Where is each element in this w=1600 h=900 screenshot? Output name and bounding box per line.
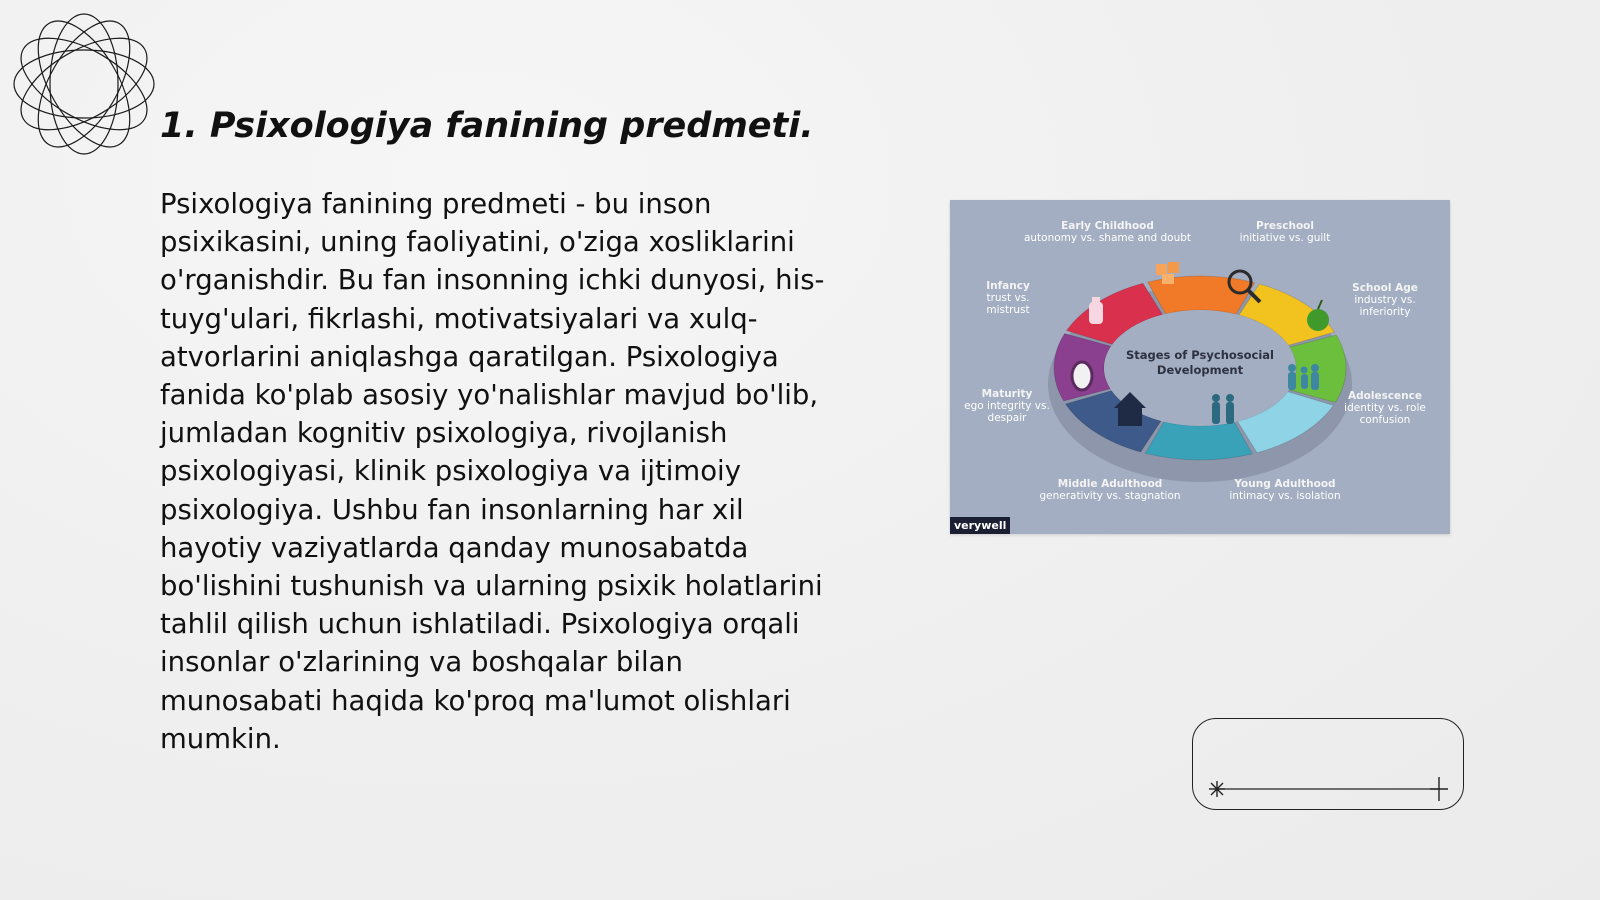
orbit-logo-icon <box>10 10 158 158</box>
stage-label-preschool: Preschool initiative vs. guilt <box>1239 220 1331 244</box>
mirror-icon <box>1072 362 1092 390</box>
stage-label-early-childhood: Early Childhood autonomy vs. shame and doubt <box>1023 220 1192 244</box>
slide-title: 1. Psixologiya fanining predmeti. <box>160 106 814 146</box>
stage-label-maturity: Maturity ego integrity vs. despair <box>964 388 1050 424</box>
stage-label-infancy: Infancy trust vs. mistrust <box>986 280 1030 316</box>
ring-segment-young-adulthood <box>1145 422 1252 460</box>
star-line-icon <box>1193 719 1465 811</box>
stage-label-middle-adulthood: Middle Adulthood generativity vs. stagnation <box>1039 478 1181 502</box>
stage-label-young-adulthood: Young Adulthood intimacy vs. isolation <box>1229 478 1341 502</box>
body-paragraph: Psixologiya fanining predmeti - bu inson psixikasini, uning faoliyatini, o'ziga xosliklarini o'rganishdir. Bu fan insonning ichki dunyosi, his-tuyg'ulari, fikrlashi, motivatsiyalari va xulq-atvorlarini aniqlashga qaratilgan. Psixologiya fanida ko'plab asosiy yo'nalishlar mavjud bo'lib, jumladan kognitiv psixologiya, rivojlanish psixologiyasi, klinik psixologiya va ijtimoiy psixologiya. Ushbu fan insonlarning har xil hayotiy vaziyatlarda qanday munosabatda bo'lishini tushunish va ularning psixik holatlarini tahlil qilish uchun ishlatiladi. Psixologiya orqali insonlar o'zlarining va boshqalar bilan munosabati haqida ko'proq ma'lumot olishlari mumkin. <box>160 188 825 755</box>
diagram-center-label: Stages of Psychosocial Development <box>1125 348 1274 377</box>
family-icon <box>1288 364 1319 390</box>
apple-icon <box>1307 300 1329 331</box>
stage-label-school-age: School Age industry vs. inferiority <box>1352 282 1418 318</box>
psychosocial-stages-diagram <box>950 200 1450 534</box>
brand-badge: verywell <box>950 517 1010 534</box>
stage-label-adolescence: Adolescence identity vs. role confusion <box>1344 390 1426 426</box>
decorative-frame <box>1192 718 1464 810</box>
